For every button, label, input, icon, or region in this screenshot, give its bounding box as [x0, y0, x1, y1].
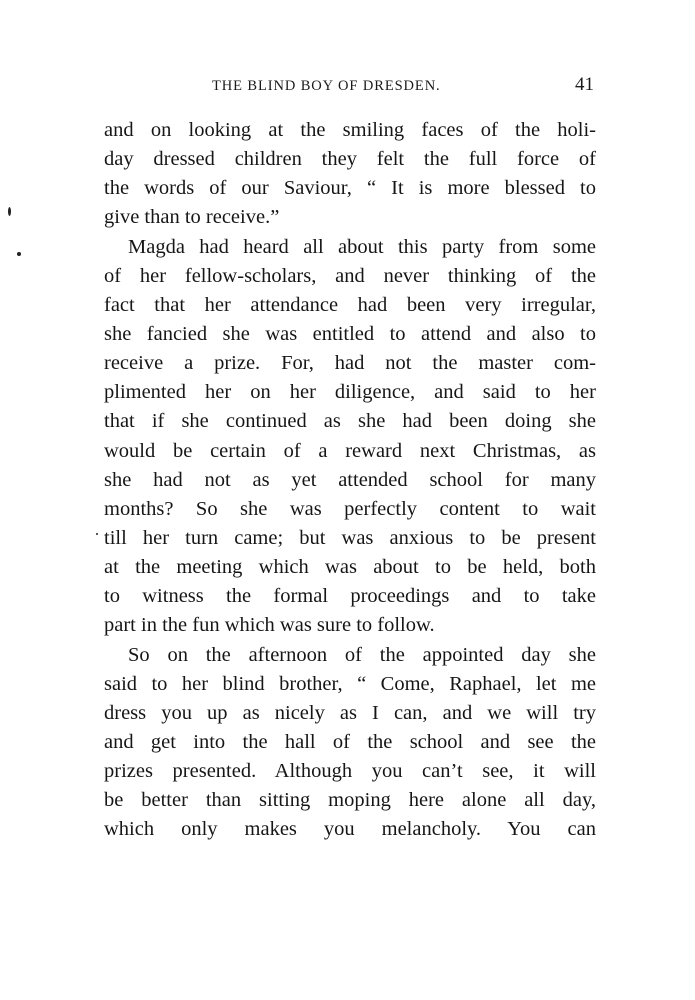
text-line: to witness the formal proceedings and to take: [104, 585, 596, 608]
running-head: [104, 74, 596, 104]
page-number: 41: [575, 74, 594, 95]
text-line: till her turn came; but was anxious to be present: [104, 526, 596, 549]
running-title: THE BLIND BOY OF DRESDEN.: [212, 78, 441, 94]
text-line: prizes presented. Although you can’t see, it will: [104, 760, 596, 783]
text-line: day dressed children they felt the full force of: [104, 148, 596, 171]
margin-speck: [96, 533, 98, 535]
text-line: of her fellow-scholars, and never thinking of the: [104, 264, 596, 287]
margin-speck: [17, 252, 21, 256]
text-line: she had not as yet attended school for many: [104, 468, 596, 491]
text-line: and get into the hall of the school and see the: [104, 730, 596, 753]
margin-speck: [8, 207, 11, 216]
text-line: at the meeting which was about to be held, both: [104, 556, 596, 579]
text-line: which only makes you melancholy. You can: [104, 818, 596, 841]
text-line: months? So she was perfectly content to wait: [104, 497, 596, 520]
text-line: fact that her attendance had been very irregular,: [104, 293, 596, 316]
text-line: plimented her on her diligence, and said to her: [104, 381, 596, 404]
text-line: give than to receive.”: [104, 206, 280, 229]
text-line: she fancied she was entitled to attend and also to: [104, 322, 596, 345]
text-line: said to her blind brother, “ Come, Raphael, let me: [104, 672, 596, 695]
text-line: would be certain of a reward next Christmas, as: [104, 439, 596, 462]
paragraph-first-line: Magda had heard all about this party from some: [128, 235, 596, 258]
text-line: part in the fun which was sure to follow.: [104, 614, 435, 637]
text-line: that if she continued as she had been doing she: [104, 410, 596, 433]
text-line: be better than sitting moping here alone all day,: [104, 789, 596, 812]
paragraph-first-line: So on the afternoon of the appointed day she: [128, 643, 596, 666]
body-text: [104, 116, 596, 845]
text-line: the words of our Saviour, “ It is more blessed to: [104, 177, 596, 200]
text-line: dress you up as nicely as I can, and we will try: [104, 701, 596, 724]
text-line: receive a prize. For, had not the master com-: [104, 352, 596, 375]
text-line: and on looking at the smiling faces of the holi-: [104, 119, 596, 141]
